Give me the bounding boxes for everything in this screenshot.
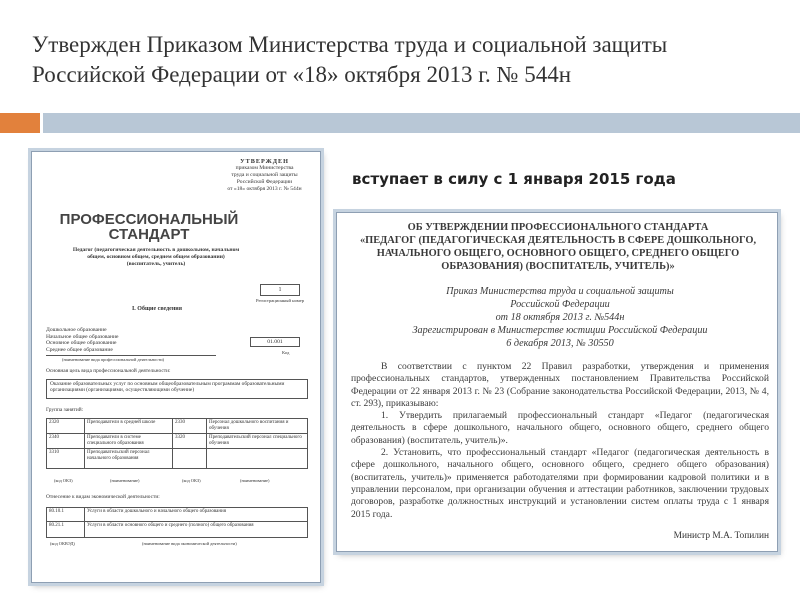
purpose-heading: Основная цель вида профессиональной деятельности: [46,368,171,374]
order-meta-line: Зарегистрирован в Министерстве юстиции Российской Федерации [412,325,708,336]
standard-title [54,212,244,242]
order-document [336,212,778,552]
approval-line: приказом Министерства [235,165,294,171]
table-row [47,508,308,522]
section-general-info: I. Общие сведения [131,306,183,312]
okved-name: Услуги в области дошкольного и начального общего образования [85,508,308,522]
order-paragraph: 2. Установить, что профессиональный стандарт «Педагог (педагогическая деятельность в сфере дошкольного, начального общего, основного общего, среднего общего образования) (воспитатель, учитель)» применяется работодателями при формировании кадровой политики и в управлении персоналом, при организации обучения и аттестации работников, заключении трудовых договоров, разработке должностных инструкций и установлении систем оплаты труда с 1 января 2015 года. [351,447,769,520]
occupation-code: 2340 [47,434,85,449]
order-heading-line: ОБРАЗОВАНИЯ) (ВОСПИТАТЕЛЬ, УЧИТЕЛЬ)» [441,261,675,272]
order-meta-line: 6 декабря 2013, № 30550 [506,338,614,349]
education-level: Начальное общее образование [46,333,119,340]
approval-head: УТВЕРЖДЕН [240,158,289,165]
occupation-name: Персонал дошкольного воспитания и обучения [207,419,308,434]
standard-subtitle [46,247,266,268]
activity-caption: (наименование вида профессиональной деятельности) [62,357,165,362]
education-level: Основное общее образование [46,340,117,347]
approval-line: от «18» октября 2013 г. № 544н [227,186,302,192]
order-heading-line: ОБ УТВЕРЖДЕНИИ ПРОФЕССИОНАЛЬНОГО СТАНДАРТА [407,222,709,233]
occupation-name: Преподавательский персонал начального образования [85,449,173,469]
approval-stamp [212,158,317,193]
registration-number-caption: Регистрационный номер [255,298,305,303]
order-heading-line: НАЧАЛЬНОГО ОБЩЕГО, ОСНОВНОГО ОБЩЕГО, СРЕДНЕГО ОБЩЕГО [376,248,740,259]
order-meta-line: Приказ Министерства труда и социальной защиты [446,286,674,297]
okved-code: 80.10.1 [47,508,85,522]
slide-title-line1: Утвержден Приказом Министерства труда и социальной защиты [32,32,668,57]
activity-code: 01.001 [250,337,300,347]
education-levels [46,327,118,353]
signature: Министр М.А. Топилин [673,531,769,541]
order-meta [367,285,753,350]
occupation-code: 2330 [173,419,207,434]
econ-table [46,507,308,538]
standard-subtitle-line: Педагог (педагогическая деятельность в дошкольном, начальном [72,247,240,253]
table-row [47,419,308,434]
order-paragraph: 1. Утвердить прилагаемый профессиональный стандарт «Педагог (педагогическая деятельность в сфере дошкольного, начального общего, основного общего, среднего общего образования) (воспитатель, учитель)». [351,410,769,446]
okz-name-caption: (наименование) [240,478,270,483]
okved-name: Услуги в области основного общего и среднего (полного) общего образования [85,522,308,538]
standard-title-line2: СТАНДАРТ [108,226,190,243]
order-body [351,361,769,521]
divider-accent [0,113,40,133]
table-row [47,434,308,449]
slide-title [32,30,772,90]
occupation-name [207,449,308,469]
occupation-code [173,449,207,469]
professional-standard-document [31,151,321,583]
education-level: Дошкольное образование [46,327,107,333]
table-row [47,449,308,469]
occupation-name: Преподаватели в средней школе [85,419,173,434]
standard-subtitle-line: общем, основном общем, среднем общем образовании) [87,254,225,260]
effective-date-note: вступает в силу с 1 января 2015 года [352,170,676,188]
okved-name-caption: (наименование вида экономической деятельности) [142,541,237,546]
order-heading [345,221,771,273]
okved-caption: (код ОКВЭД) [50,541,75,546]
occupation-table [46,418,308,469]
occupation-name: Преподавательский персонал специального обучения [207,434,308,449]
slide-title-line2: Российской Федерации от «18» октября 2013 г. № 544н [32,62,572,87]
approval-line: Российской Федерации [236,179,293,185]
purpose-box: Оказание образовательных услуг по основным общеобразовательным программам образовательными организациями (организациями, осуществляющими обучение) [46,379,308,399]
occupation-code: 3310 [47,449,85,469]
standard-subtitle-line: (воспитатель, учитель) [126,261,186,267]
approval-line: труда и социальной защиты [231,172,298,178]
order-heading-line: «ПЕДАГОГ (ПЕДАГОГИЧЕСКАЯ ДЕЯТЕЛЬНОСТЬ В СФЕРЕ ДОШКОЛЬНОГО, [359,235,757,246]
occupation-name: Преподаватели в системе специального образования [85,434,173,449]
registration-number-box: 1 [260,284,300,296]
order-meta-line: Российской Федерации [510,299,610,310]
okz-caption: (код ОКЗ) [182,478,201,483]
okz-name-caption: (наименование) [110,478,140,483]
education-level: Среднее общее образование [46,346,113,353]
standard-title-line1: ПРОФЕССИОНАЛЬНЫЙ [59,211,239,228]
occupation-code: 2320 [47,419,85,434]
okz-caption: (код ОКЗ) [54,478,73,483]
activity-code-caption: Код [282,350,290,355]
order-meta-line: от 18 октября 2013 г. №544н [495,312,625,323]
group-heading: Группа занятий: [46,407,84,413]
divider-bar [43,113,800,133]
occupation-code: 3320 [173,434,207,449]
okved-code: 80.21.1 [47,522,85,538]
econ-heading: Отнесение к видам экономической деятельности: [46,494,160,500]
order-paragraph: В соответствии с пунктом 22 Правил разработки, утверждения и применения профессиональных стандартов, утвержденных постановлением Правительства Российской Федерации от 22 января 2013 г. № 23 (Собрание законодательства Российской Федерации, 2013, № 4, ст. 293), приказываю: [351,361,769,409]
underline [46,355,216,356]
table-row [47,522,308,538]
